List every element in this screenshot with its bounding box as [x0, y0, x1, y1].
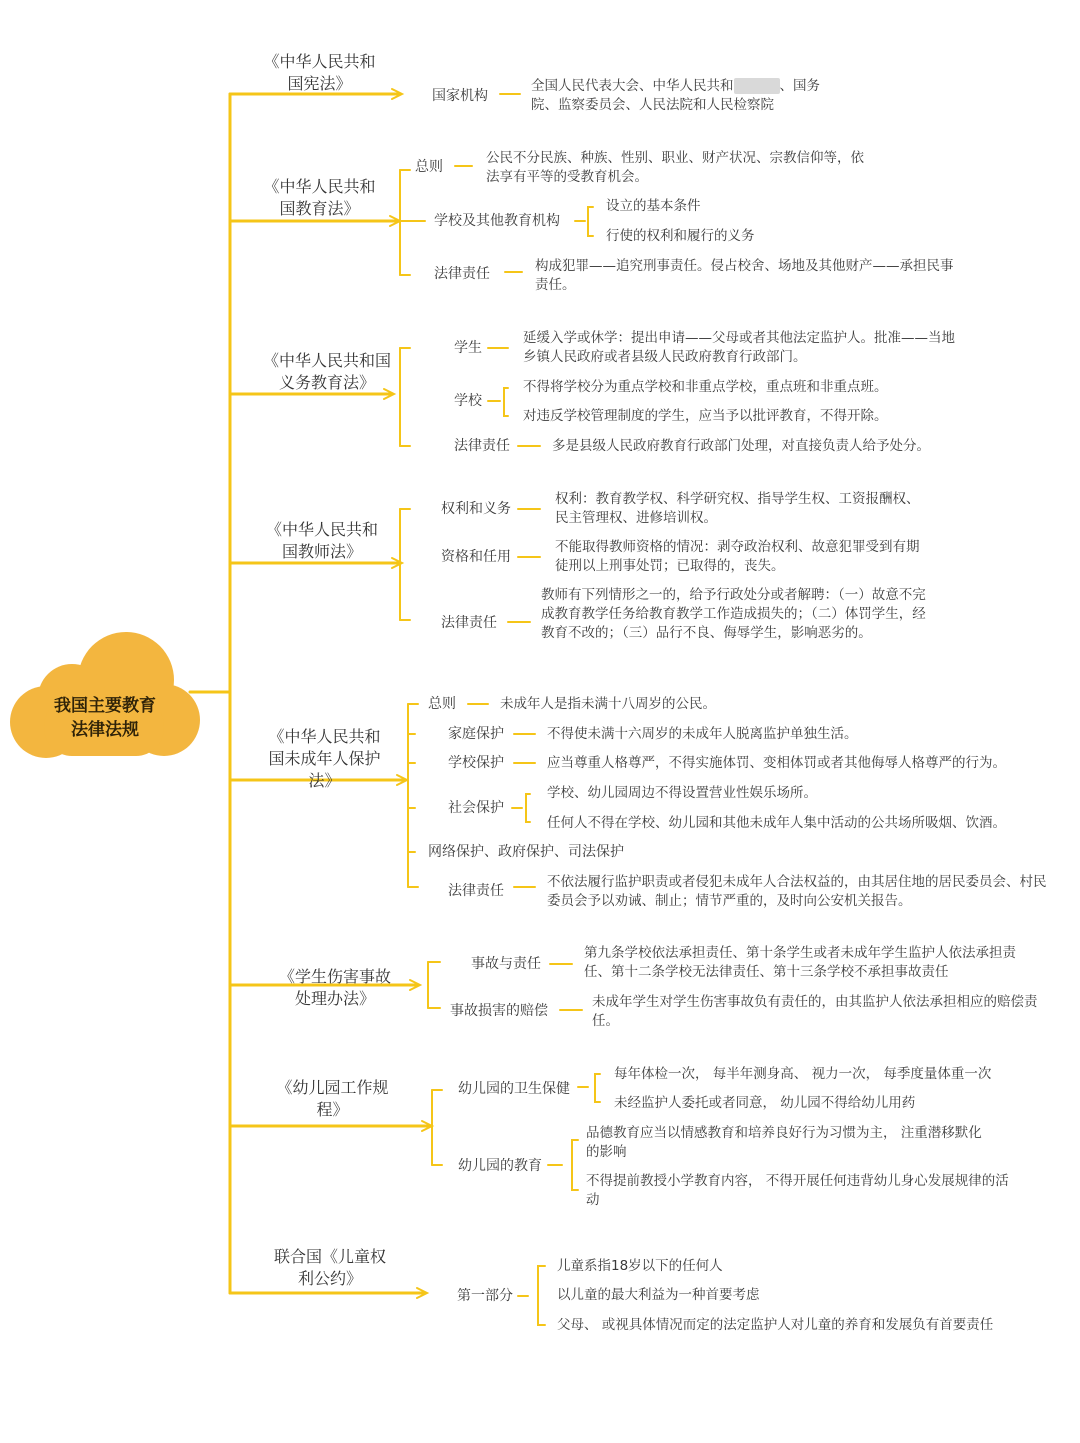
law-compulsory-title: 《中华人民共和国义务教育法》 — [262, 351, 391, 392]
law-teachers-title: 《中华人民共和国教师法》 — [265, 520, 378, 561]
injury-accident-text: 第九条学校依法承担责任、第十条学生或者未成年学生监护人依法承担责任、第十二条学校无法律责任、第十三条学校不承担事故责任 — [584, 945, 1016, 980]
minors-general-text: 未成年人是指未满十八周岁的公民。 — [500, 696, 716, 712]
cat-comp-students: 学生 — [454, 340, 482, 356]
cat-minors-general: 总则 — [428, 696, 456, 712]
edu-liability-text: 构成犯罪——追究刑事责任。侵占校舍、场地及其他财产——承担民事责任。 — [535, 258, 954, 293]
cat-edu-general: 总则 — [415, 159, 443, 175]
law-constitution-title: 《中华人民共和国宪法》 — [263, 52, 376, 93]
cat-injury-accident: 事故与责任 — [471, 956, 541, 972]
law-kindergarten-title: 《幼儿园工作规程》 — [276, 1078, 389, 1119]
cat-minors-social: 社会保护 — [448, 800, 504, 816]
teach-rights-text: 权利：教育教学权、科学研究权、指导学生权、工资报酬权、民主管理权、进修培训权。 — [555, 491, 920, 526]
un-text-a: 儿童系指18岁以下的任何人 — [557, 1258, 723, 1274]
minors-liability-text: 不依法履行监护职责或者侵犯未成年人合法权益的，由其居住地的居民委员会、村民委员会予以劝诫、制止；情节严重的，及时向公安机关报告。 — [547, 874, 1047, 909]
cat-minors-other: 网络保护、政府保护、司法保护 — [428, 844, 624, 860]
redaction-box — [734, 78, 780, 94]
comp-liability-text: 多是县级人民政府教育行政部门处理，对直接负责人给予处分。 — [552, 438, 930, 454]
cat-teach-qualification: 资格和任用 — [441, 549, 511, 565]
edu-schools-text-a: 设立的基本条件 — [606, 198, 701, 214]
cat-national-institutions: 国家机构 — [432, 88, 488, 104]
kg-health-text-b: 未经监护人委托或者同意， 幼儿园不得给幼儿用药 — [614, 1095, 916, 1111]
cat-minors-liability: 法律责任 — [448, 883, 504, 899]
minors-school-text: 应当尊重人格尊严，不得实施体罚、变相体罚或者其他侮辱人格尊严的行为。 — [547, 755, 1006, 771]
law-un-title: 联合国《儿童权利公约》 — [273, 1247, 386, 1288]
minors-family-text: 不得使未满十六周岁的未成年人脱离监护单独生活。 — [547, 726, 858, 742]
root-title-line1: 我国主要教育 — [54, 696, 156, 716]
cat-kg-education: 幼儿园的教育 — [458, 1158, 542, 1174]
comp-students-text: 延缓入学或休学：提出申请——父母或者其他法定监护人。批准——当地乡镇人民政府或者县级人民政府教育行政部门。 — [523, 330, 955, 365]
constitution-text-line2: 院、监察委员会、人民法院和人民检察院 — [531, 97, 774, 113]
comp-schools-text-b: 对违反学校管理制度的学生，应当予以批评教育，不得开除。 — [523, 408, 888, 424]
kg-education-text-a: 品德教育应当以情感教育和培养良好行为习惯为主， 注重潜移默化的影响 — [586, 1125, 982, 1160]
root-title-line2: 法律法规 — [71, 720, 139, 740]
cat-comp-liability: 法律责任 — [454, 438, 510, 454]
cat-minors-school: 学校保护 — [448, 755, 504, 771]
cat-injury-compensation: 事故损害的赔偿 — [450, 1003, 548, 1019]
teach-qualification-text: 不能取得教师资格的情况：剥夺政治权利、故意犯罪受到有期徒刑以上刑事处罚；已取得的，丧失。 — [555, 539, 920, 574]
cat-un-part-one: 第一部分 — [457, 1288, 513, 1304]
cat-kg-health: 幼儿园的卫生保健 — [458, 1081, 570, 1097]
teach-liability-text: 教师有下列情形之一的，给予行政处分或者解聘：（一）故意不完成教育教学任务给教育教学工作造成损失的；（二）体罚学生，经教育不改的；（三）品行不良、侮辱学生，影响恶劣的。 — [541, 587, 926, 641]
kg-education-text-b: 不得提前教授小学教育内容， 不得开展任何违背幼儿身心发展规律的活动 — [586, 1173, 1009, 1208]
injury-compensation-text: 未成年学生对学生伤害事故负有责任的，由其监护人依法承担相应的赔偿责任。 — [592, 994, 1038, 1029]
cat-edu-schools: 学校及其他教育机构 — [434, 213, 560, 229]
law-education-title: 《中华人民共和国教育法》 — [263, 177, 376, 218]
un-text-b: 以儿童的最大利益为一种首要考虑 — [557, 1287, 760, 1303]
un-text-c: 父母、 或视具体情况而定的法定监护人对儿童的养育和发展负有首要责任 — [557, 1317, 994, 1333]
kg-health-text-a: 每年体检一次， 每半年测身高、 视力一次， 每季度量体重一次 — [614, 1066, 992, 1082]
law-minors-title: 《中华人民共和国未成年人保护法》 — [268, 727, 381, 790]
cat-teach-liability: 法律责任 — [441, 615, 497, 631]
edu-schools-text-b: 行使的权利和履行的义务 — [606, 228, 755, 244]
law-injury-title: 《学生伤害事故处理办法》 — [278, 967, 391, 1008]
constitution-text-part1: 全国人民代表大会、中华人民共和 — [531, 78, 734, 94]
root-title — [30, 694, 180, 742]
cat-teach-rights: 权利和义务 — [441, 501, 511, 517]
minors-social-text-a: 学校、幼儿园周边不得设置营业性娱乐场所。 — [547, 785, 817, 801]
comp-schools-text-a: 不得将学校分为重点学校和非重点学校，重点班和非重点班。 — [523, 379, 888, 395]
cat-comp-schools: 学校 — [454, 393, 482, 409]
constitution-text-line1 — [531, 77, 820, 96]
constitution-text-part2: 、国务 — [779, 78, 820, 94]
cat-minors-family: 家庭保护 — [448, 726, 504, 742]
edu-general-text: 公民不分民族、种族、性别、职业、财产状况、宗教信仰等，依法享有平等的受教育机会。 — [486, 150, 864, 185]
cat-edu-liability: 法律责任 — [434, 266, 490, 282]
minors-social-text-b: 任何人不得在学校、幼儿园和其他未成年人集中活动的公共场所吸烟、饮酒。 — [547, 815, 1006, 831]
